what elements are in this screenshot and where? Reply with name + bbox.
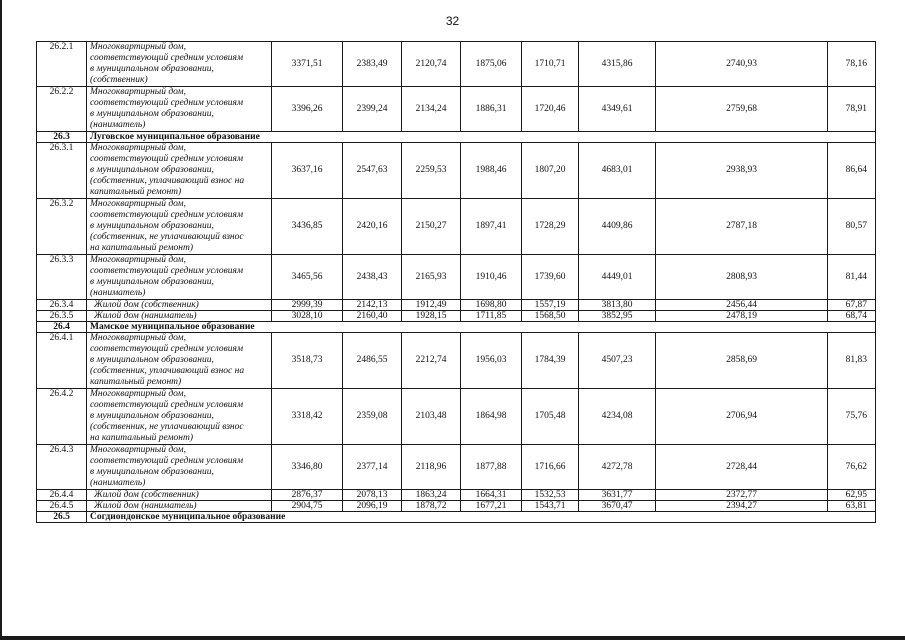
- value-cell: 4507,23: [579, 333, 656, 389]
- description-line: на капитальный ремонт): [90, 433, 194, 443]
- description-line: (наниматель): [90, 478, 146, 488]
- value-cell: 1784,39: [522, 333, 579, 389]
- row-description: [87, 42, 272, 87]
- value-cell: 2904,75: [272, 501, 343, 512]
- value-cell: 2547,63: [343, 143, 402, 199]
- section-row: [37, 512, 876, 523]
- value-cell: 1875,06: [461, 42, 522, 87]
- row-description: [87, 311, 272, 322]
- table-row: [37, 143, 876, 199]
- value-cell: 1557,19: [522, 300, 579, 311]
- row-description: [87, 501, 272, 512]
- value-cell: 2478,19: [656, 311, 828, 322]
- description-line: Многоквартирный дом,: [90, 143, 186, 153]
- value-cell: 3436,85: [272, 199, 343, 255]
- description-line: Многоквартирный дом,: [90, 87, 186, 97]
- value-cell: 1877,88: [461, 445, 522, 490]
- value-cell: 2938,93: [656, 143, 828, 199]
- value-cell: 1864,98: [461, 389, 522, 445]
- description-line: Многоквартирный дом,: [90, 255, 186, 265]
- value-cell: 80,57: [828, 199, 876, 255]
- value-cell: 2359,08: [343, 389, 402, 445]
- value-cell: 2706,94: [656, 389, 828, 445]
- value-cell: 1878,72: [402, 501, 461, 512]
- value-cell: 1807,20: [522, 143, 579, 199]
- value-cell: 3346,80: [272, 445, 343, 490]
- description-line: соответствующий средним условиям: [90, 344, 244, 354]
- value-cell: 1928,15: [402, 311, 461, 322]
- row-description: [87, 389, 272, 445]
- value-cell: 3396,26: [272, 87, 343, 132]
- value-cell: 3637,16: [272, 143, 343, 199]
- description-line: соответствующий средним условиям: [90, 154, 244, 164]
- value-cell: 81,83: [828, 333, 876, 389]
- description-line: Жилой дом (собственник): [94, 300, 199, 310]
- value-cell: 2377,14: [343, 445, 402, 490]
- value-cell: 1863,24: [402, 490, 461, 501]
- description-line: в муниципальном образовании,: [90, 64, 214, 74]
- value-cell: 1988,46: [461, 143, 522, 199]
- value-cell: 2420,16: [343, 199, 402, 255]
- value-cell: 1739,60: [522, 255, 579, 300]
- row-code: 26.4.1: [37, 333, 87, 389]
- table-row: [37, 87, 876, 132]
- value-cell: 3465,56: [272, 255, 343, 300]
- table-row: [37, 311, 876, 322]
- row-code: 26.3.3: [37, 255, 87, 300]
- row-code: 26.2.2: [37, 87, 87, 132]
- section-title: Мамское муниципальное образование: [87, 322, 876, 333]
- table-body: [37, 42, 876, 523]
- value-cell: 1705,48: [522, 389, 579, 445]
- value-cell: 2728,44: [656, 445, 828, 490]
- value-cell: 2165,93: [402, 255, 461, 300]
- section-title: Согдиондонское муниципальное образование: [87, 512, 876, 523]
- value-cell: 1720,46: [522, 87, 579, 132]
- value-cell: 68,74: [828, 311, 876, 322]
- section-row: [37, 132, 876, 143]
- description-line: Жилой дом (собственник): [94, 490, 199, 500]
- description-line: в муниципальном образовании,: [90, 355, 214, 365]
- section-title: Луговское муниципальное образование: [87, 132, 876, 143]
- value-cell: 1886,31: [461, 87, 522, 132]
- row-code: 26.4.2: [37, 389, 87, 445]
- value-cell: 2858,69: [656, 333, 828, 389]
- description-line: соответствующий средним условиям: [90, 456, 244, 466]
- description-line: в муниципальном образовании,: [90, 411, 214, 421]
- value-cell: 67,87: [828, 300, 876, 311]
- description-line: соответствующий средним условиям: [90, 210, 244, 220]
- value-cell: 1728,29: [522, 199, 579, 255]
- value-cell: 3371,51: [272, 42, 343, 87]
- page-number: 32: [445, 14, 460, 28]
- value-cell: 3852,95: [579, 311, 656, 322]
- value-cell: 2808,93: [656, 255, 828, 300]
- value-cell: 1543,71: [522, 501, 579, 512]
- value-cell: 1910,46: [461, 255, 522, 300]
- value-cell: 2787,18: [656, 199, 828, 255]
- value-cell: 4272,78: [579, 445, 656, 490]
- table-row: [37, 300, 876, 311]
- table-row: [37, 501, 876, 512]
- value-cell: 4349,61: [579, 87, 656, 132]
- row-description: [87, 87, 272, 132]
- description-line: на капитальный ремонт): [90, 243, 194, 253]
- value-cell: 1698,80: [461, 300, 522, 311]
- value-cell: 62,95: [828, 490, 876, 501]
- value-cell: 3028,10: [272, 311, 343, 322]
- row-code: 26.4: [37, 322, 87, 333]
- description-line: (собственник): [90, 75, 148, 85]
- value-cell: 2394,27: [656, 501, 828, 512]
- value-cell: 1956,03: [461, 333, 522, 389]
- value-cell: 2999,39: [272, 300, 343, 311]
- description-line: капитальный ремонт): [90, 377, 182, 387]
- value-cell: 2134,24: [402, 87, 461, 132]
- description-line: Многоквартирный дом,: [90, 445, 186, 455]
- value-cell: 3813,80: [579, 300, 656, 311]
- value-cell: 75,76: [828, 389, 876, 445]
- value-cell: 2259,53: [402, 143, 461, 199]
- description-line: в муниципальном образовании,: [90, 109, 214, 119]
- value-cell: 1568,50: [522, 311, 579, 322]
- description-line: Многоквартирный дом,: [90, 389, 186, 399]
- value-cell: 4315,86: [579, 42, 656, 87]
- row-code: 26.3.5: [37, 311, 87, 322]
- value-cell: 4234,08: [579, 389, 656, 445]
- value-cell: 63,81: [828, 501, 876, 512]
- table-row: [37, 42, 876, 87]
- value-cell: 2438,43: [343, 255, 402, 300]
- description-line: соответствующий средним условиям: [90, 400, 244, 410]
- value-cell: 3670,47: [579, 501, 656, 512]
- row-description: [87, 255, 272, 300]
- value-cell: 4449,01: [579, 255, 656, 300]
- value-cell: 78,91: [828, 87, 876, 132]
- row-description: [87, 300, 272, 311]
- table-row: [37, 333, 876, 389]
- row-code: 26.3.2: [37, 199, 87, 255]
- description-line: (собственник, уплачивающий взнос на: [90, 366, 245, 376]
- description-line: соответствующий средним условиям: [90, 53, 244, 63]
- description-line: Многоквартирный дом,: [90, 42, 186, 52]
- row-description: [87, 143, 272, 199]
- value-cell: 3631,77: [579, 490, 656, 501]
- value-cell: 76,62: [828, 445, 876, 490]
- value-cell: 2078,13: [343, 490, 402, 501]
- value-cell: 3518,73: [272, 333, 343, 389]
- description-line: капитальный ремонт): [90, 187, 182, 197]
- description-line: (собственник, не уплачивающий взнос: [90, 422, 244, 432]
- value-cell: 1664,31: [461, 490, 522, 501]
- value-cell: 2456,44: [656, 300, 828, 311]
- description-line: Многоквартирный дом,: [90, 199, 186, 209]
- row-code: 26.3.4: [37, 300, 87, 311]
- description-line: в муниципальном образовании,: [90, 277, 214, 287]
- row-code: 26.3: [37, 132, 87, 143]
- row-description: [87, 333, 272, 389]
- value-cell: 2120,74: [402, 42, 461, 87]
- description-line: (наниматель): [90, 120, 146, 130]
- row-description: [87, 490, 272, 501]
- value-cell: 1912,49: [402, 300, 461, 311]
- scan-bottom-edge: [0, 636, 905, 640]
- description-line: Жилой дом (наниматель): [94, 501, 197, 511]
- description-line: соответствующий средним условиям: [90, 98, 244, 108]
- value-cell: 1677,21: [461, 501, 522, 512]
- section-row: [37, 322, 876, 333]
- row-code: 26.4.5: [37, 501, 87, 512]
- value-cell: 2103,48: [402, 389, 461, 445]
- table-row: [37, 389, 876, 445]
- table-row: [37, 445, 876, 490]
- row-code: 26.4.3: [37, 445, 87, 490]
- value-cell: 78,16: [828, 42, 876, 87]
- description-line: соответствующий средним условиям: [90, 266, 244, 276]
- value-cell: 4409,86: [579, 199, 656, 255]
- tariff-table: [36, 41, 876, 523]
- table-row: [37, 255, 876, 300]
- value-cell: 1532,53: [522, 490, 579, 501]
- value-cell: 2096,19: [343, 501, 402, 512]
- value-cell: 2372,77: [656, 490, 828, 501]
- value-cell: 3318,42: [272, 389, 343, 445]
- value-cell: 2383,49: [343, 42, 402, 87]
- value-cell: 1711,85: [461, 311, 522, 322]
- value-cell: 2759,68: [656, 87, 828, 132]
- description-line: в муниципальном образовании,: [90, 221, 214, 231]
- value-cell: 1897,41: [461, 199, 522, 255]
- row-code: 26.3.1: [37, 143, 87, 199]
- scan-left-edge: [0, 0, 2, 640]
- row-description: [87, 199, 272, 255]
- description-line: Многоквартирный дом,: [90, 333, 186, 343]
- value-cell: 2160,40: [343, 311, 402, 322]
- value-cell: 2740,93: [656, 42, 828, 87]
- row-code: 26.2.1: [37, 42, 87, 87]
- value-cell: 2876,37: [272, 490, 343, 501]
- value-cell: 2150,27: [402, 199, 461, 255]
- table-row: [37, 490, 876, 501]
- value-cell: 2486,55: [343, 333, 402, 389]
- value-cell: 86,64: [828, 143, 876, 199]
- description-line: Жилой дом (наниматель): [94, 311, 197, 321]
- row-description: [87, 445, 272, 490]
- value-cell: 2399,24: [343, 87, 402, 132]
- table-row: [37, 199, 876, 255]
- row-code: 26.5: [37, 512, 87, 523]
- value-cell: 2212,74: [402, 333, 461, 389]
- value-cell: 1710,71: [522, 42, 579, 87]
- description-line: в муниципальном образовании,: [90, 467, 214, 477]
- value-cell: 4683,01: [579, 143, 656, 199]
- value-cell: 2142,13: [343, 300, 402, 311]
- value-cell: 1716,66: [522, 445, 579, 490]
- description-line: в муниципальном образовании,: [90, 165, 214, 175]
- value-cell: 81,44: [828, 255, 876, 300]
- description-line: (собственник, не уплачивающий взнос: [90, 232, 244, 242]
- row-code: 26.4.4: [37, 490, 87, 501]
- description-line: (наниматель): [90, 288, 146, 298]
- description-line: (собственник, уплачивающий взнос на: [90, 176, 245, 186]
- value-cell: 2118,96: [402, 445, 461, 490]
